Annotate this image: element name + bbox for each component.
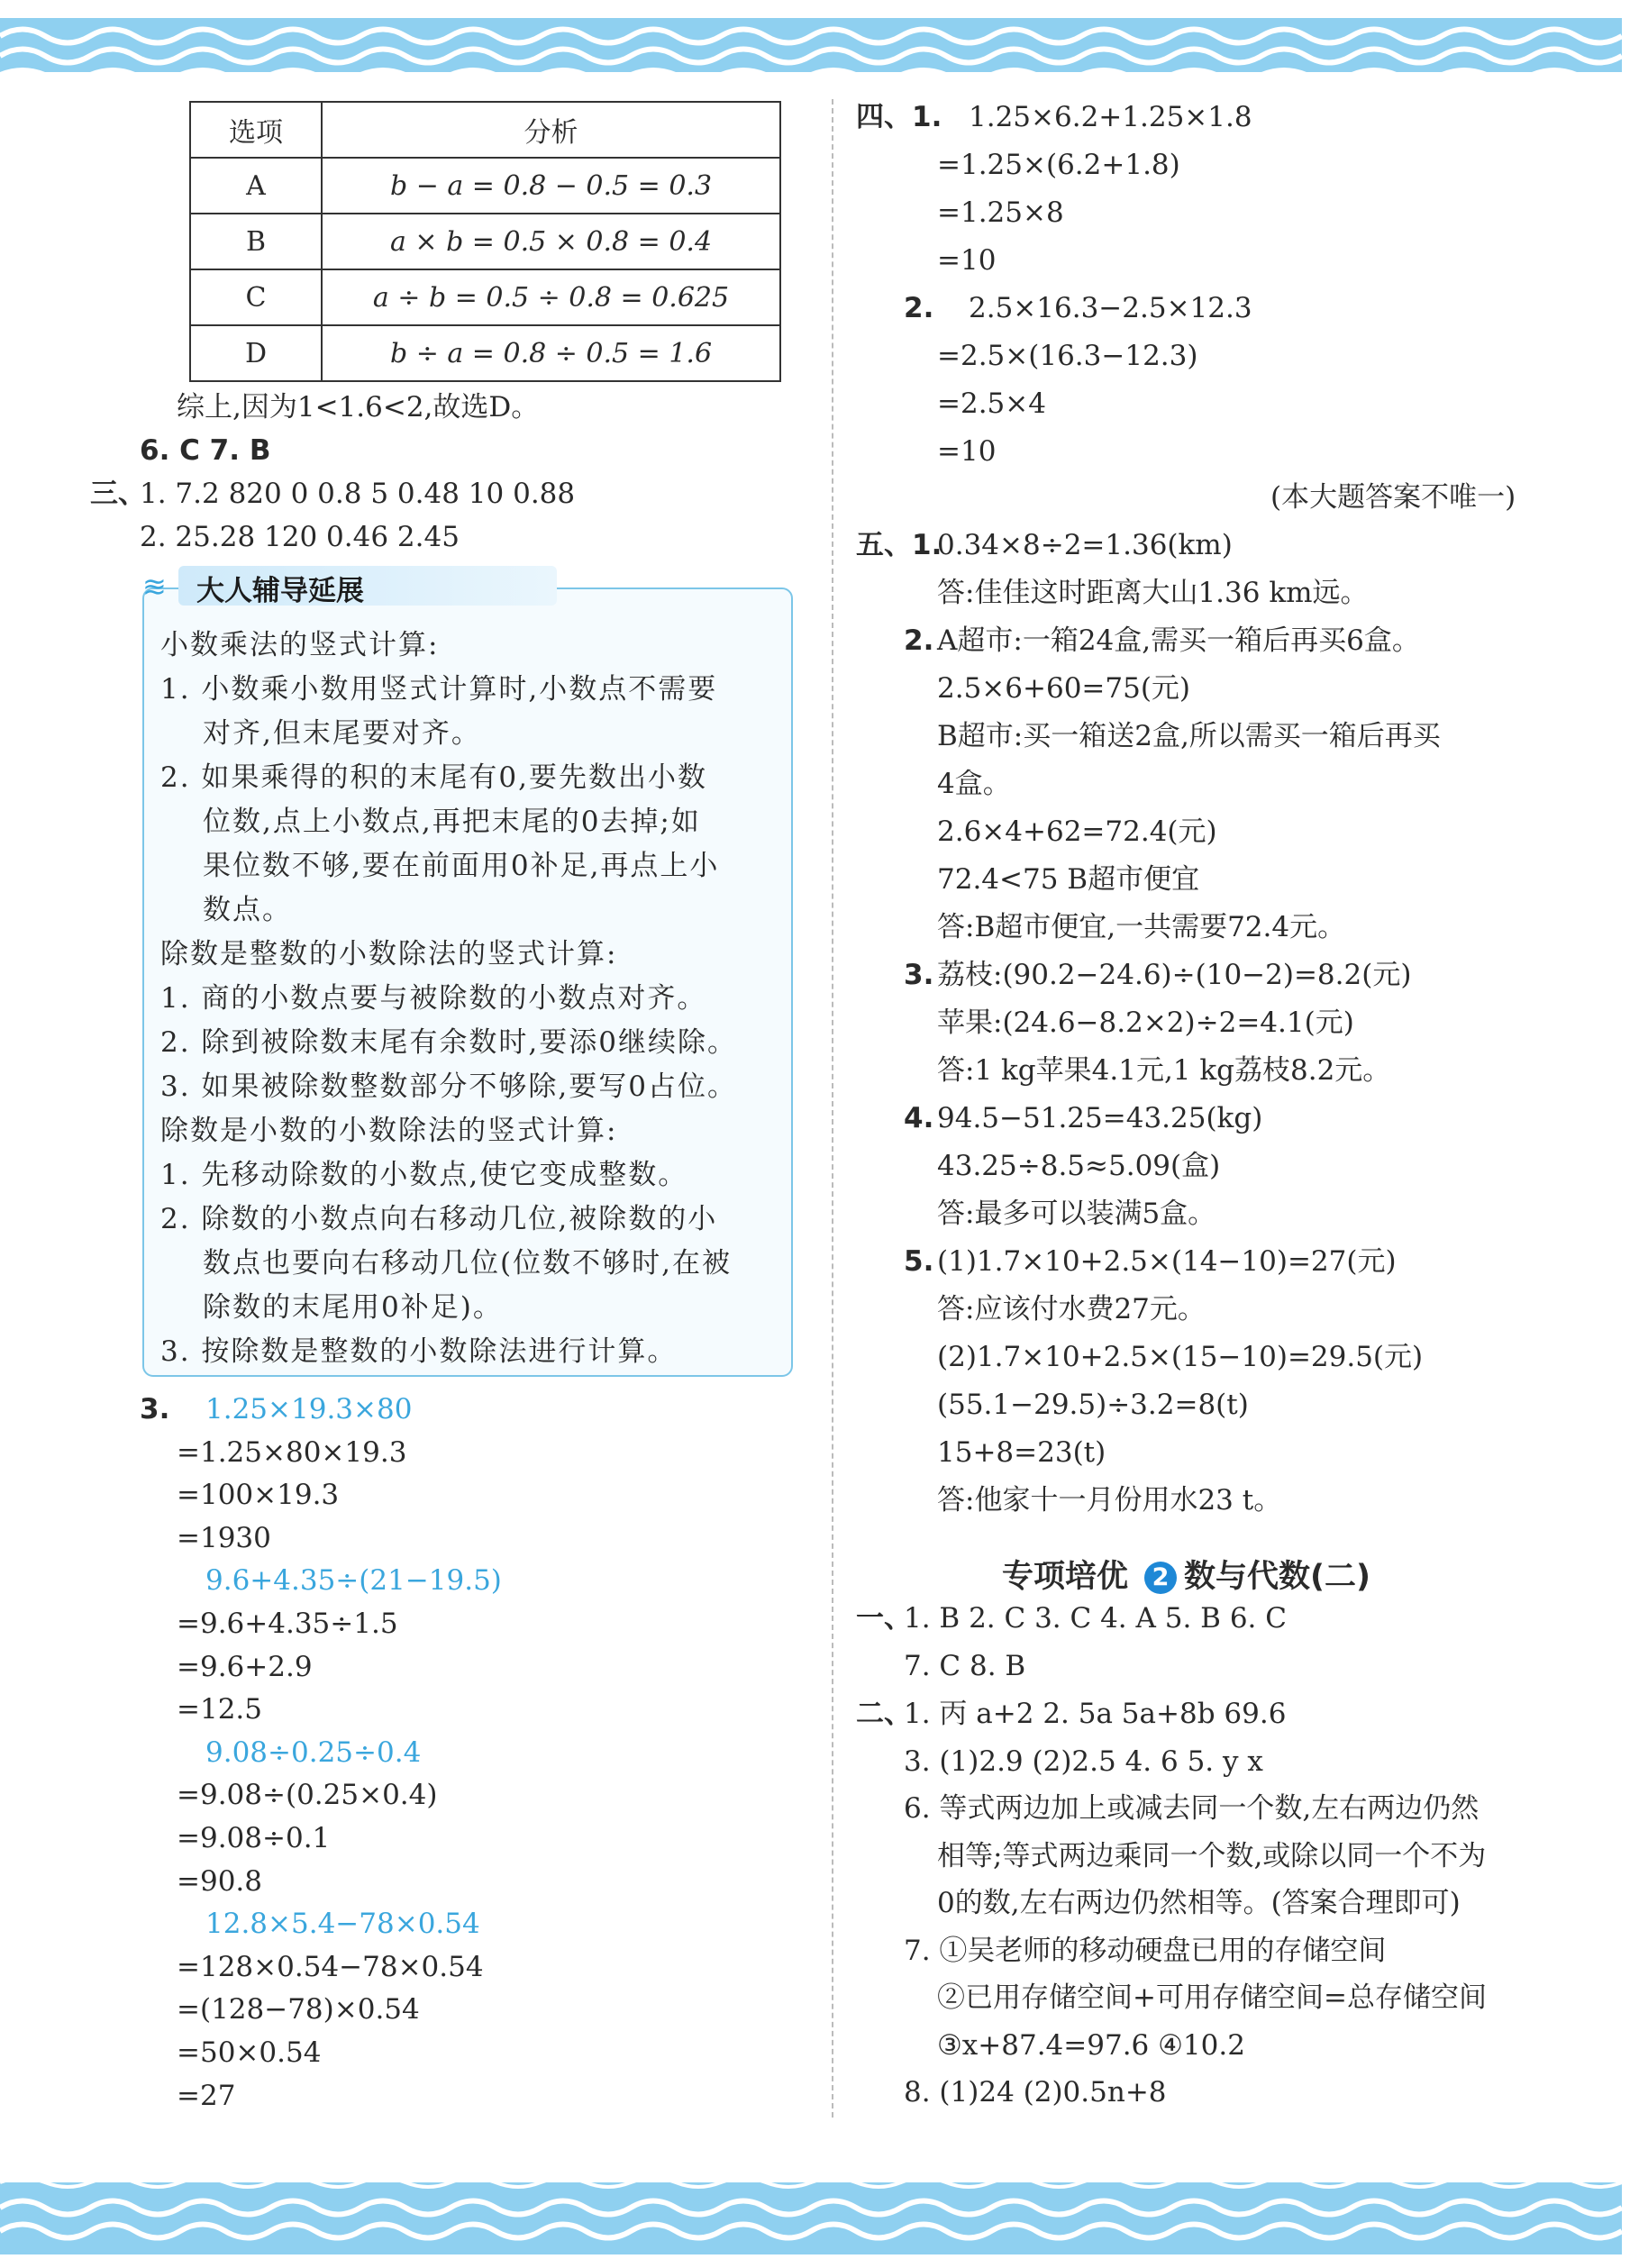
tip-line: 除数的末尾用0补足)。 [203,1291,503,1324]
calc-line: =100×19.3 [177,1479,340,1512]
table-row [190,269,780,325]
section-title-b: 数与代数(二) [1184,1559,1371,1595]
calc-line: =90.8 [177,1864,262,1898]
answer-line: 72.4<75 B超市便宜 [937,863,1200,896]
answer-line: 43.25÷8.5≈5.09(盒) [937,1150,1221,1182]
tip-line: 对齐,但末尾要对齐。 [203,717,481,750]
section-3-q2: 2. 25.28 120 0.46 2.45 [140,521,460,553]
answer-line: 7. ①吴老师的移动硬盘已用的存储空间 [904,1934,1387,1967]
section-3-q1: 1. 7.2 820 0 0.8 5 0.48 10 0.88 [140,478,576,510]
part-1-label: 一、 [856,1602,912,1635]
answer-line: 94.5−51.25=43.25(kg) [937,1102,1263,1134]
answer-line: B超市:买一箱送2盒,所以需买一箱后再买 [937,720,1441,752]
answer-line: 答:应该付水费27元。 [937,1293,1206,1325]
calc-line: 1.25×6.2+1.25×1.8 [969,101,1252,133]
answer-line: 3. (1)2.9 (2)2.5 4. 6 5. y x [904,1744,1263,1778]
calc-line: =1.25×80×19.3 [177,1435,407,1469]
answer-line: 答:他家十一月份用水23 t。 [937,1484,1282,1517]
answer-line: 答:佳佳这时距离大山1.36 km远。 [937,577,1369,609]
calc-line: =1.25×(6.2+1.8) [937,149,1180,181]
table-header-row [190,102,780,158]
page-edge [1623,0,1648,2268]
answer-line: (55.1−29.5)÷3.2=8(t) [937,1389,1249,1421]
calc-line: 1.25×19.3×80 [205,1393,413,1425]
calc-line: =12.5 [177,1693,262,1726]
answer-line: 6. 等式两边加上或减去同一个数,左右两边仍然 [904,1792,1480,1825]
calc-line: =9.08÷(0.25×0.4) [177,1779,438,1812]
section-title [1002,1552,1370,1597]
answer-line: 答:最多可以装满5盒。 [937,1198,1216,1230]
table-row [190,325,780,381]
section-5-label: 五、1. [856,529,942,561]
section-title-a: 专项培优 [1002,1559,1129,1595]
question-number: 5. [904,1245,934,1278]
wave-lines-icon: ≋ [142,569,167,604]
answer-line: 0的数,左右两边仍然相等。(答案合理即可) [937,1887,1461,1919]
table-cell: b ÷ a = 0.8 ÷ 0.5 = 1.6 [322,325,780,381]
table-cell: b − a = 0.8 − 0.5 = 0.3 [322,158,780,214]
answer-line: 答:B超市便宜,一共需要72.4元。 [937,911,1346,943]
answer-line: 苹果:(24.6−8.2×2)÷2=4.1(元) [937,1006,1354,1039]
tip-line: 2. 除数的小数点向右移动几位,被除数的小 [160,1203,718,1235]
answer-line: 1. 丙 a+2 2. 5a 5a+8b 69.6 [904,1698,1287,1730]
tip-line: 除数是小数的小数除法的竖式计算: [160,1115,618,1147]
question-number: 4. [904,1102,934,1134]
calc-line: =9.6+4.35÷1.5 [177,1608,398,1640]
calc-line: =2.5×4 [937,387,1046,420]
tip-line: 数点。 [203,894,292,926]
table-header-option: 选项 [190,102,322,158]
calc-line: =9.6+2.9 [177,1650,313,1683]
calc-line: =1930 [177,1521,271,1554]
calc-line: 12.8×5.4−78×0.54 [205,1908,480,1941]
analysis-table [189,101,781,382]
question-number: 2. [904,624,934,657]
calc-line: 9.6+4.35÷(21−19.5) [205,1564,502,1598]
table-row [190,158,780,214]
calc-line: =2.5×(16.3−12.3) [937,340,1198,372]
tip-line: 数点也要向右移动几位(位数不够时,在被 [203,1247,732,1280]
section-4-q2-label: 2. [904,292,934,324]
answers-6-7: 6. C 7. B [140,434,271,467]
calc-line: 9.08÷0.25÷0.4 [205,1735,422,1769]
table-cell: A [190,158,322,214]
answer-line: 4盒。 [937,768,1011,800]
answer-line: ②已用存储空间+可用存储空间=总存储空间 [937,1981,1487,2014]
bottom-wave-decoration [0,2173,1622,2254]
answer-line: (2)1.7×10+2.5×(15−10)=29.5(元) [937,1341,1424,1373]
section-3-label: 三、 [90,478,146,510]
answer-line: 15+8=23(t) [937,1436,1106,1469]
question-number: 3. [904,959,934,991]
calc-line: 2.5×16.3−2.5×12.3 [969,292,1252,324]
tip-line: 1. 先移动除数的小数点,使它变成整数。 [160,1159,688,1191]
tip-line: 小数乘法的竖式计算: [160,629,440,661]
tip-line: 2. 除到被除数末尾有余数时,要添0继续除。 [160,1026,738,1059]
calc-line: =1.25×8 [937,196,1064,229]
calc-line: =9.08÷0.1 [177,1822,331,1854]
calc-line: =10 [937,244,997,277]
answer-line: ③x+87.4=97.6 ④10.2 [937,2028,1245,2062]
table-header-analysis: 分析 [322,102,780,158]
section-4-label: 四、1. [856,101,942,133]
table-row [190,214,780,269]
answer-line: 相等;等式两边乘同一个数,或除以同一个不为 [937,1839,1487,1872]
answer-line: (1)1.7×10+2.5×(14−10)=27(元) [937,1245,1397,1278]
tip-line: 3. 如果被除数整数部分不够除,要写0占位。 [160,1070,738,1103]
tip-line: 果位数不够,要在前面用0补足,再点上小 [203,850,720,882]
column-divider [832,99,833,2118]
answer-line: 答:1 kg苹果4.1元,1 kg荔枝8.2元。 [937,1054,1391,1087]
tip-line: 位数,点上小数点,再把末尾的0去掉;如 [203,806,701,838]
section-number-badge: 2 [1144,1562,1177,1594]
answer-line: 荔枝:(90.2−24.6)÷(10−2)=8.2(元) [937,959,1412,991]
answer-line: A超市:一箱24盒,需买一箱后再买6盒。 [937,624,1420,657]
tip-title: 大人辅导延展 [196,575,364,607]
tip-line: 除数是整数的小数除法的竖式计算: [160,938,618,970]
answer-line: 1. B 2. C 3. C 4. A 5. B 6. C [904,1602,1287,1635]
table-cell: a ÷ b = 0.5 ÷ 0.8 = 0.625 [322,269,780,325]
top-wave-decoration [0,18,1622,72]
table-cell: B [190,214,322,269]
answer-line: 2.5×6+60=75(元) [937,672,1191,705]
answer-line: 2.6×4+62=72.4(元) [937,815,1217,848]
table-cell: C [190,269,322,325]
table-cell: a × b = 0.5 × 0.8 = 0.4 [322,214,780,269]
calc-line: =50×0.54 [177,2036,322,2069]
answer-line: 8. (1)24 (2)0.5n+8 [904,2076,1167,2109]
section-4-note: (本大题答案不唯一) [1270,481,1516,514]
tip-line: 3. 按除数是整数的小数除法进行计算。 [160,1335,678,1368]
answer-line: 0.34×8÷2=1.36(km) [937,529,1233,561]
calc-line: =128×0.54−78×0.54 [177,1950,484,1983]
calc-line: =10 [937,435,997,468]
calc-line: =(128−78)×0.54 [177,1993,420,2027]
tip-line: 1. 小数乘小数用竖式计算时,小数点不需要 [160,673,718,706]
answer-line: 7. C 8. B [904,1650,1026,1682]
tip-line: 2. 如果乘得的积的末尾有0,要先数出小数 [160,761,708,794]
conclusion-text: 综上,因为1<1.6<2,故选D。 [177,391,540,424]
tip-line: 1. 商的小数点要与被除数的小数点对齐。 [160,982,707,1015]
calc-line: =27 [177,2079,236,2112]
table-cell: D [190,325,322,381]
part-2-label: 二、 [856,1698,912,1730]
q3-label: 3. [140,1393,170,1425]
